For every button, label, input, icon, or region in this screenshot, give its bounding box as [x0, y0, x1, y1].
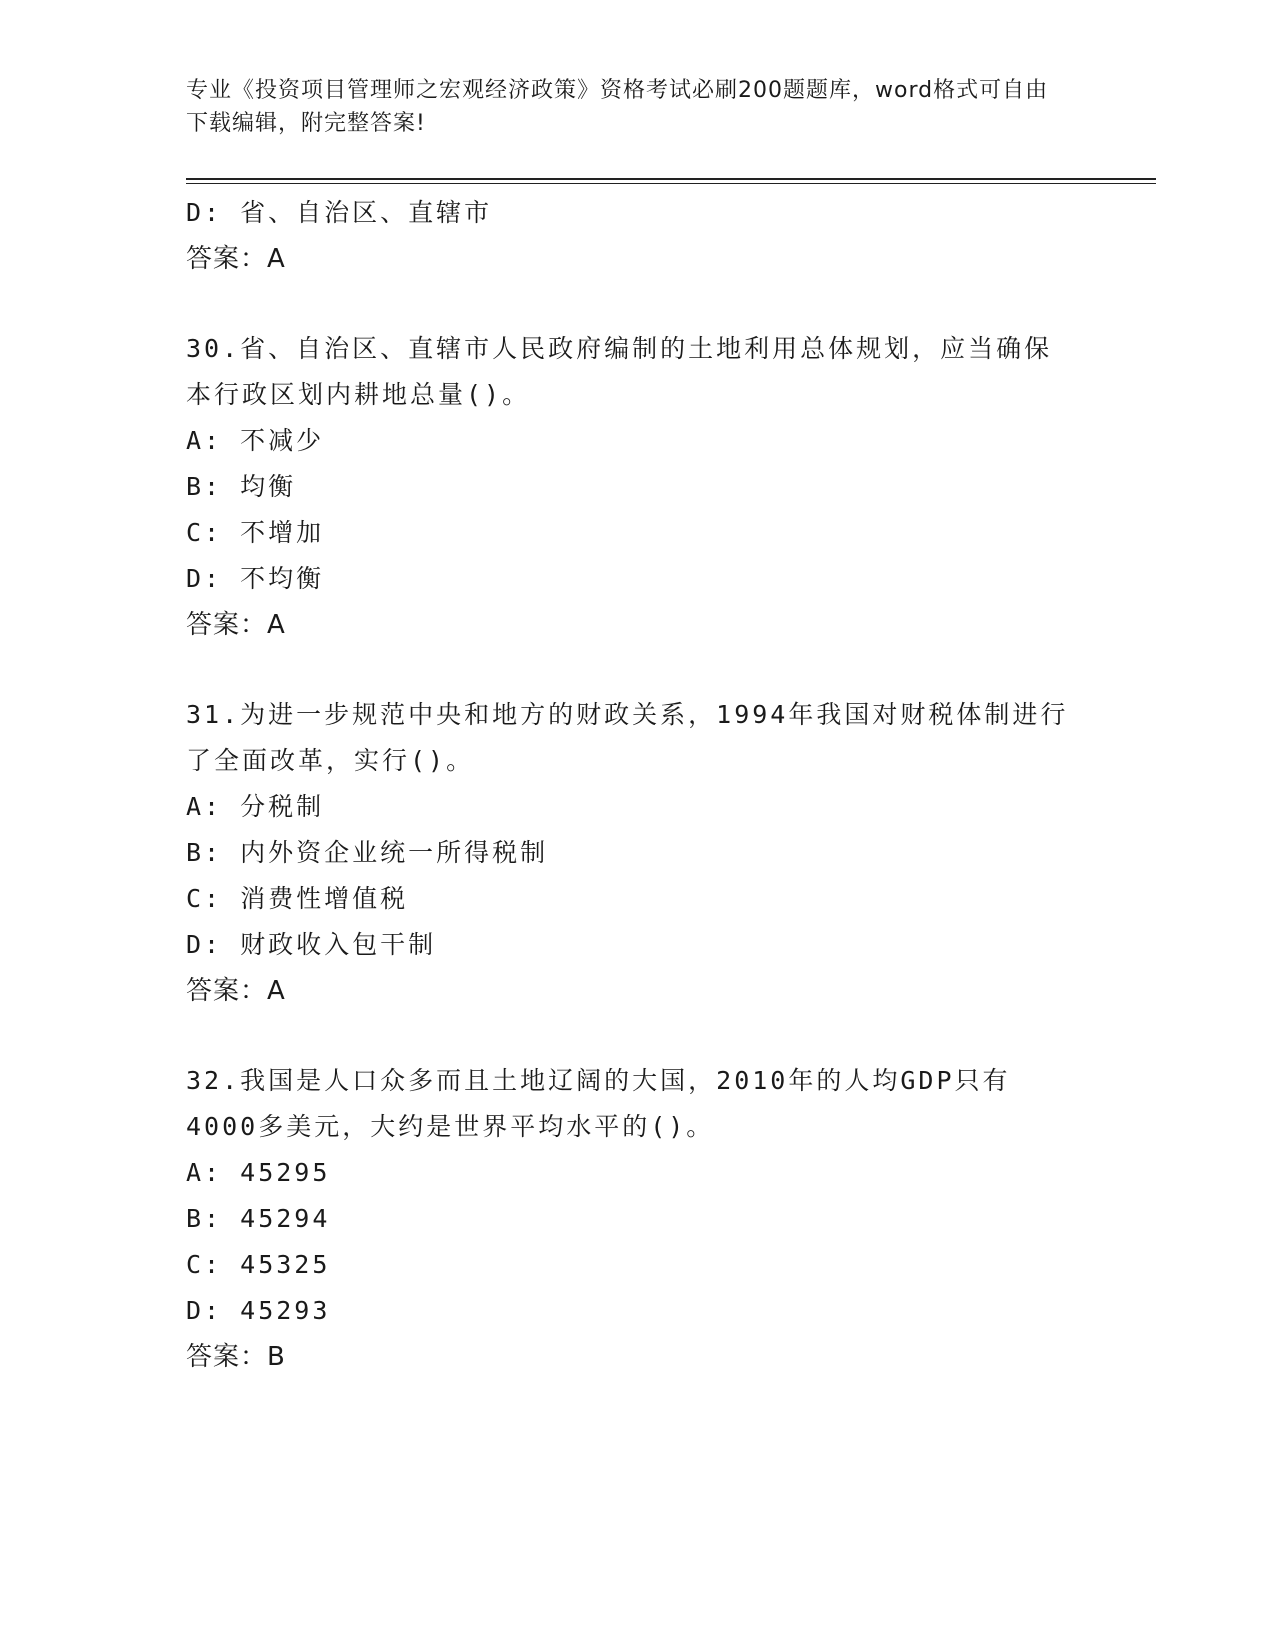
option-b: B: 内外资企业统一所得税制 — [186, 838, 549, 867]
option-a: A: 不减少 — [186, 426, 325, 455]
document-header — [186, 74, 1066, 140]
option-c: C: 不增加 — [186, 518, 325, 547]
option-d: D: 45293 — [186, 1296, 331, 1325]
option-c: C: 45325 — [186, 1250, 331, 1279]
question-text-line: 31.为进一步规范中央和地方的财政关系，1994年我国对财税体制进行 — [186, 700, 1069, 729]
question-31 — [186, 692, 1086, 1014]
answer-line: 答案：B — [186, 1342, 286, 1372]
option-a: A: 45295 — [186, 1158, 331, 1187]
answer-line: 答案：A — [186, 976, 286, 1006]
header-text: 专业《投资项目管理师之宏观经济政策》资格考试必刷200题题库，word格式可自由下载编辑，附完整答案! — [186, 78, 1049, 136]
option-d: D: 财政收入包干制 — [186, 930, 437, 959]
question-30 — [186, 326, 1086, 648]
option-b: B: 均衡 — [186, 472, 297, 501]
option-d: D: 不均衡 — [186, 564, 325, 593]
question-text-line: 32.我国是人口众多而且土地辽阔的大国，2010年的人均GDP只有 — [186, 1066, 1011, 1095]
question-text-line: 了全面改革，实行()。 — [186, 746, 475, 775]
answer-line: 答案：A — [186, 610, 286, 640]
question-text-line: 30.省、自治区、直辖市人民政府编制的土地利用总体规划，应当确保 — [186, 334, 1053, 363]
answer-line: 答案：A — [186, 244, 286, 274]
question-32 — [186, 1058, 1086, 1380]
question-text-line: 本行政区划内耕地总量()。 — [186, 380, 531, 409]
carryover-question-tail — [186, 190, 1086, 282]
option-b: B: 45294 — [186, 1204, 331, 1233]
option-c: C: 消费性增值税 — [186, 884, 409, 913]
option-a: A: 分税制 — [186, 792, 325, 821]
option-d: D: 省、自治区、直辖市 — [186, 198, 493, 227]
question-text-line: 4000多美元，大约是世界平均水平的()。 — [186, 1112, 715, 1141]
question-list — [186, 190, 1086, 1380]
header-divider-thick — [186, 178, 1156, 180]
header-divider-thin — [186, 183, 1156, 184]
